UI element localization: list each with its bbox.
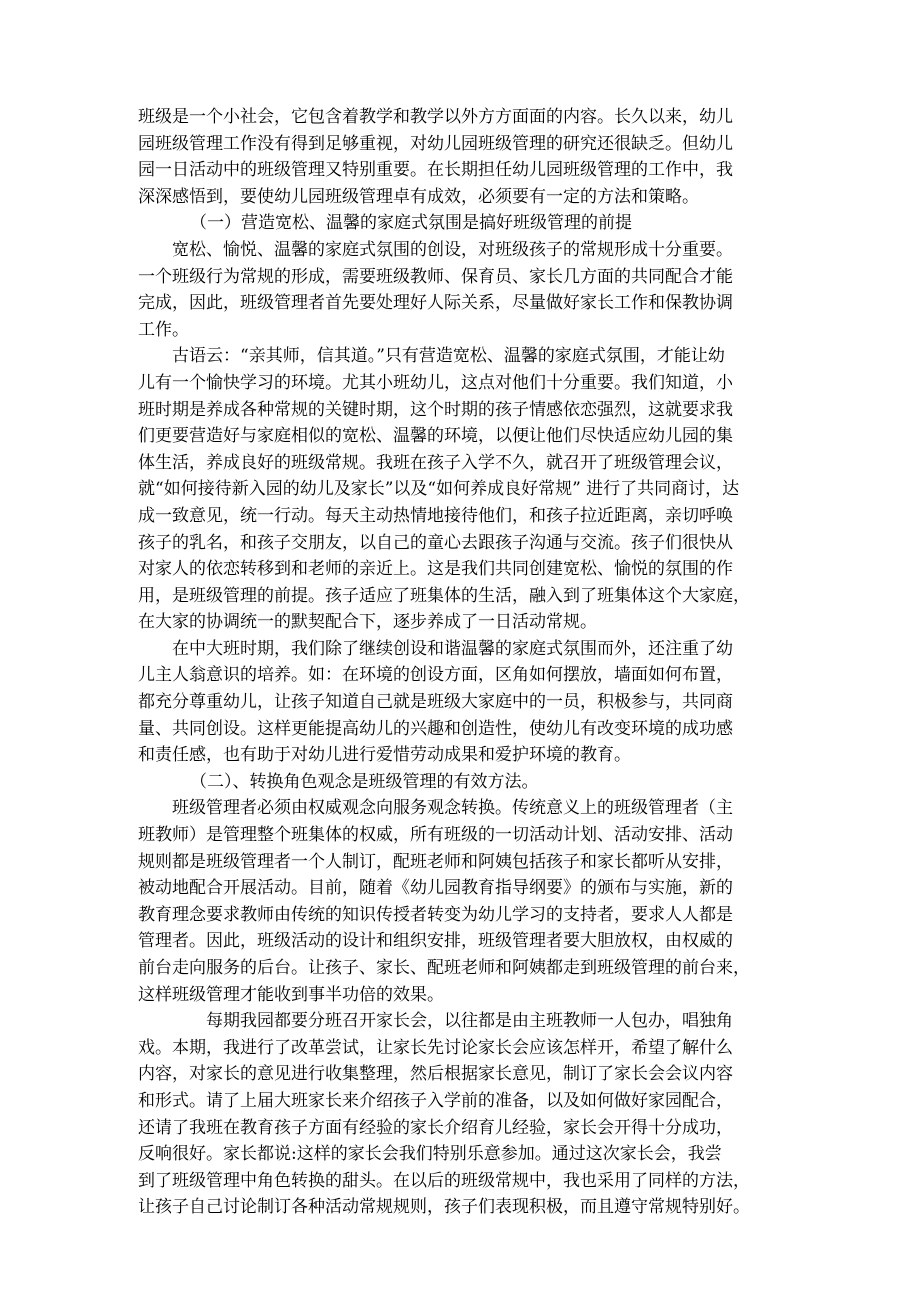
text-line: 前台走向服务的后台。让孩子、家长、配班老师和阿姨都走到班级管理的前台来，: [138, 958, 750, 978]
text-line: 在大家的协调统一的默契配合下，逐步养成了一日活动常规。: [138, 612, 597, 633]
text-line: 管理者。因此，班级活动的设计和组织安排，班级管理者要大胆放权，由权威的: [138, 931, 733, 952]
text-line: 班时期是养成各种常规的关键时期，这个时期的孩子情感依恋强烈，这就要求我: [138, 399, 733, 420]
text-line: 成一致意见，统一行动。每天主动热情地接待他们，和孩子拉近距离，亲切呼唤: [138, 505, 733, 526]
paragraph-role-change: [138, 795, 788, 1008]
text-line: 被动地配合开展活动。目前，随着《幼儿园教育指导纲要》的颁布与实施，新的: [138, 878, 733, 899]
text-line: 就“如何接待新入园的幼儿及家长”以及“如何养成良好常规” 进行了共同商讨，达: [138, 479, 740, 500]
text-line: 这样班级管理才能收到事半功倍的效果。: [138, 984, 444, 1005]
text-line: 工作。: [138, 319, 189, 340]
text-line: 深深感悟到，要使幼儿园班级管理卓有成效，必须要有一定的方法和策略。: [138, 186, 699, 207]
text-line: 班级管理者必须由权威观念向服务观念转换。传统意义上的班级管理者（主: [172, 798, 733, 819]
text-line: 宽松、愉悦、温馨的家庭式氛围的创设，对班级孩子的常规形成十分重要。: [172, 239, 733, 260]
text-line: 和形式。请了上届大班家长来介绍孩子入学前的准备，以及如何做好家园配合，: [138, 1090, 733, 1111]
text-line: 古语云：“亲其师，信其道。”只有营造宽松、温馨的家庭式氛围，才能让幼: [172, 346, 725, 367]
paragraph-ancient-saying: [138, 343, 788, 636]
text-line: 规则都是班级管理者一个人制订，配班老师和阿姨包括孩子和家长都听从安排，: [138, 851, 733, 872]
heading-line: （二）、转换角色观念是班级管理的有效方法。: [190, 771, 539, 792]
paragraph-intro: [138, 104, 788, 210]
text-line: 儿主人翁意识的培养。如：在环境的创设方面，区角如何摆放，墙面如何布置，: [138, 665, 733, 686]
text-line: 儿有一个愉快学习的环境。尤其小班幼儿，这点对他们十分重要。我们知道，小: [138, 372, 733, 393]
text-line: 反响很好。家长都说:这样的家长会我们特别乐意参加。通过这次家长会，我尝: [138, 1144, 722, 1165]
text-line: 戏。本期，我进行了改革尝试，让家长先讨论家长会应该怎样开，希望了解什么: [138, 1037, 733, 1058]
text-line: 园班级管理工作没有得到足够重视，对幼儿园班级管理的研究还很缺乏。但幼儿: [138, 133, 733, 154]
text-line: 体生活，养成良好的班级常规。我班在孩子入学不久，就召开了班级管理会议，: [138, 452, 733, 473]
paragraph-parent-meeting: [138, 1008, 788, 1221]
text-line: 都充分尊重幼儿，让孩子知道自己就是班级大家庭中的一员，积极参与，共同商: [138, 692, 733, 713]
text-line: 们更要营造好与家庭相似的宽松、温馨的环境，以便让他们尽快适应幼儿园的集: [138, 426, 733, 447]
text-line: 到了班级管理中角色转换的甜头。在以后的班级常规中，我也采用了同样的方法，: [138, 1170, 750, 1191]
paragraph-atmosphere: [138, 237, 788, 343]
text-line: 用，是班级管理的前提。孩子适应了班集体的生活，融入到了班集体这个大家庭，: [138, 585, 750, 606]
text-line: 班教师）是管理整个班集体的权威，所有班级的一切活动计划、活动安排、活动: [138, 825, 733, 846]
text-line: 班级是一个小社会，它包含着教学和教学以外方方面面的内容。长久以来，幼儿: [138, 107, 733, 127]
text-line: 还请了我班在教育孩子方面有经验的家长介绍育儿经验，家长会开得十分成功，: [138, 1117, 733, 1138]
heading-line: （一）营造宽松、温馨的家庭式氛围是搞好班级管理的前提: [190, 213, 632, 234]
text-line: 在中大班时期，我们除了继续创设和谐温馨的家庭式氛围而外，还注重了幼: [172, 638, 733, 659]
text-line: 让孩子自己讨论制订各种活动常规规则，孩子们表现积极，而且遵守常规特别好。: [138, 1197, 750, 1218]
text-line: 一个班级行为常规的形成，需要班级教师、保育员、家长几方面的共同配合才能: [138, 266, 733, 287]
text-line: 对家人的依恋转移到和老师的亲近上。这是我们共同创建宽松、愉悦的氛围的作: [138, 559, 733, 580]
paragraph-middle-class: [138, 636, 788, 769]
text-line: 和责任感，也有助于对幼儿进行爱惜劳动成果和爱护环境的教育。: [138, 745, 631, 766]
text-line: 内容，对家长的意见进行收集整理，然后根据家长意见，制订了家长会会议内容: [138, 1064, 733, 1085]
text-line: 每期我园都要分班召开家长会，以往都是由主班教师一人包办，唱独角: [206, 1011, 733, 1032]
text-line: 园一日活动中的班级管理又特别重要。在长期担任幼儿园班级管理的工作中，我: [138, 160, 733, 181]
text-line: 量、共同创设。这样更能提高幼儿的兴趣和创造性，使幼儿有改变环境的成功感: [138, 718, 733, 739]
text-line: 孩子的乳名，和孩子交朋友，以自己的童心去跟孩子沟通与交流。孩子们很快从: [138, 532, 733, 553]
text-line: 完成，因此，班级管理者首先要处理好人际关系，尽量做好家长工作和保教协调: [138, 293, 733, 314]
text-line: 教育理念要求教师由传统的知识传授者转变为幼儿学习的支持者，要求人人都是: [138, 904, 733, 925]
document-page: [138, 104, 788, 1221]
section-heading-2: [138, 769, 788, 796]
section-heading-1: [138, 210, 788, 237]
